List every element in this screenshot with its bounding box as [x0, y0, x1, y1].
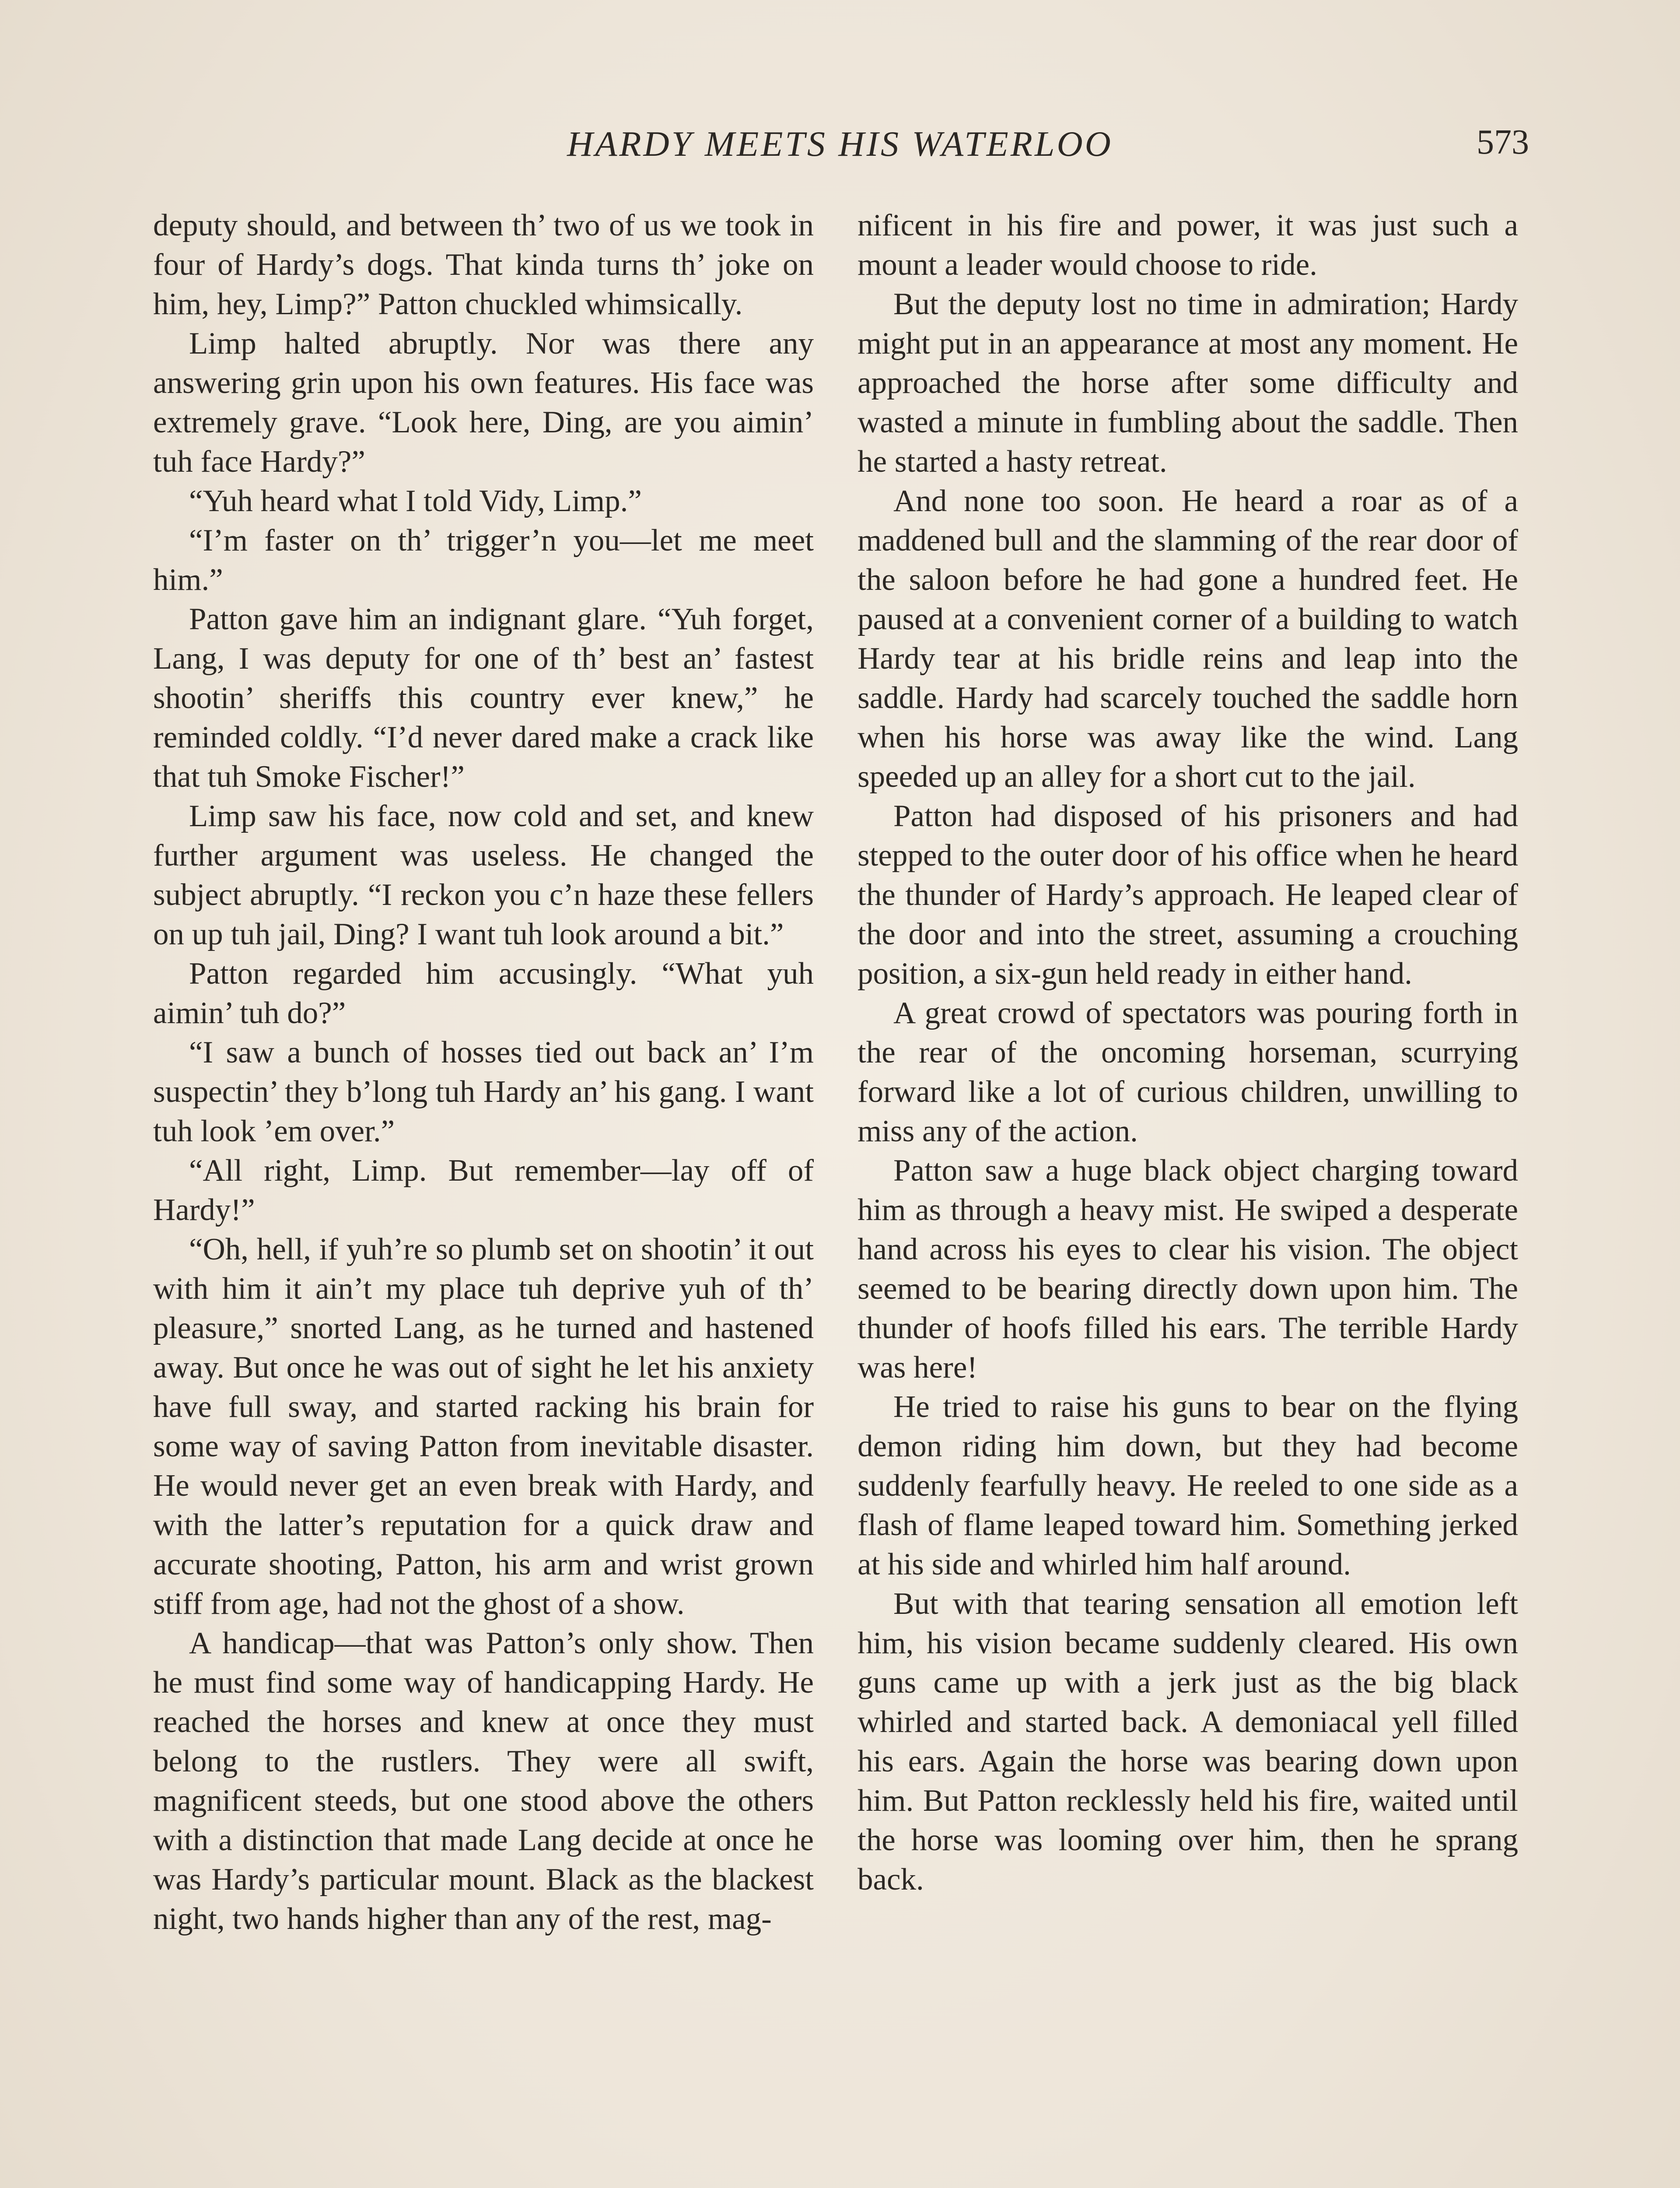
- paragraph: Limp saw his face, now cold and set, and knew further argument was useless. He changed the subject abruptly. “I reckon you c’n haze these fellers on up tuh jail, Ding? I want tuh look around a bit.”: [153, 799, 814, 951]
- paragraph: Patton saw a huge black object charging toward him as through a heavy mist. He swiped a desperate hand across his eyes to clear his vision. The object seemed to be bearing directly down upon him. The thunder of hoofs filled his ears. The terrible Hardy was here!: [858, 1154, 1518, 1385]
- paragraph: “All right, Limp. But remember—lay off of Hardy!”: [153, 1154, 814, 1227]
- page-number: 573: [1477, 123, 1529, 161]
- paragraph: “I saw a bunch of hosses tied out back an’ I’m suspectin’ they b’long tuh Hardy an’ his gang. I want tuh look ’em over.”: [153, 1035, 814, 1148]
- paragraph: A handicap—that was Patton’s only show. Then he must find some way of handicapping Hardy. He reached the horses and knew at once they must belong to the rustlers. They were all swift, magnificent steeds, but one stood above the others with a distinction that made Lang decide at once he was Hardy’s particular mount. Black as the blackest night, two hands higher than any of the rest, mag-: [153, 1626, 814, 1936]
- paragraph: Patton had disposed of his prisoners and had stepped to the outer door of his office when he heard the thunder of Hardy’s approach. He leaped clear of the door and into the street, assuming a crouching position, a six-gun held ready in either hand.: [858, 799, 1518, 991]
- paragraph: Patton gave him an indignant glare. “Yuh forget, Lang, I was deputy for one of th’ best an’ fastest shootin’ sheriffs this country ever knew,” he reminded coldly. “I’d never dared make a crack like that tuh Smoke Fischer!”: [153, 602, 814, 794]
- paragraph: But the deputy lost no time in admiration; Hardy might put in an appearance at most any moment. He approached the horse after some difficulty and wasted a minute in fumbling about the saddle. Then he started a hasty retreat.: [858, 287, 1518, 479]
- paragraph: And none too soon. He heard a roar as of a maddened bull and the slamming of the rear door of the saloon before he had gone a hundred feet. He paused at a convenient corner of a building to watch Hardy tear at his bridle reins and leap into the saddle. Hardy had scarcely touched the saddle horn when his horse was away like the wind. Lang speeded up an alley for a short cut to the jail.: [858, 484, 1518, 794]
- left-column: [153, 206, 814, 1939]
- paragraph: Patton regarded him accusingly. “What yuh aimin’ tuh do?”: [153, 957, 814, 1030]
- running-title: HARDY MEETS HIS WATERLOO: [567, 124, 1113, 164]
- paragraph: A great crowd of spectators was pouring forth in the rear of the oncoming horseman, scurrying forward like a lot of curious children, unwilling to miss any of the action.: [858, 996, 1518, 1148]
- right-column: [858, 206, 1518, 1899]
- paragraph: “Yuh heard what I told Vidy, Limp.”: [189, 484, 642, 518]
- paragraph: “Oh, hell, if yuh’re so plumb set on shootin’ it out with him it ain’t my place tuh deprive yuh of th’ pleasure,” snorted Lang, as he turned and hastened away. But once he was out of sight he let his anxiety have full sway, and started racking his brain for some way of saving Patton from inevitable disaster. He would never get an even break with Hardy, and with the latter’s reputation for a quick draw and accurate shooting, Patton, his arm and wrist grown stiff from age, had not the ghost of a show.: [153, 1232, 814, 1621]
- paragraph: He tried to raise his guns to bear on the flying demon riding him down, but they had become suddenly fearfully heavy. He reeled to one side as a flash of flame leaped toward him. Something jerked at his side and whirled him half around.: [858, 1390, 1518, 1581]
- paragraph: nificent in his fire and power, it was just such a mount a leader would choose to ride.: [858, 208, 1518, 282]
- paragraph: Limp halted abruptly. Nor was there any answering grin upon his own features. His face was extremely grave. “Look here, Ding, are you aimin’ tuh face Hardy?”: [153, 326, 814, 479]
- paragraph: But with that tearing sensation all emotion left him, his vision became suddenly cleared. His own guns came up with a jerk just as the big black whirled and started back. A demoniacal yell filled his ears. Again the horse was bearing down upon him. But Patton recklessly held his fire, waited until the horse was looming over him, then he sprang back.: [858, 1587, 1518, 1897]
- paragraph: “I’m faster on th’ trigger’n you—let me meet him.”: [153, 523, 814, 597]
- paragraph: deputy should, and between th’ two of us we took in four of Hardy’s dogs. That kinda turns th’ joke on him, hey, Limp?” Patton chuckled whimsically.: [153, 208, 814, 321]
